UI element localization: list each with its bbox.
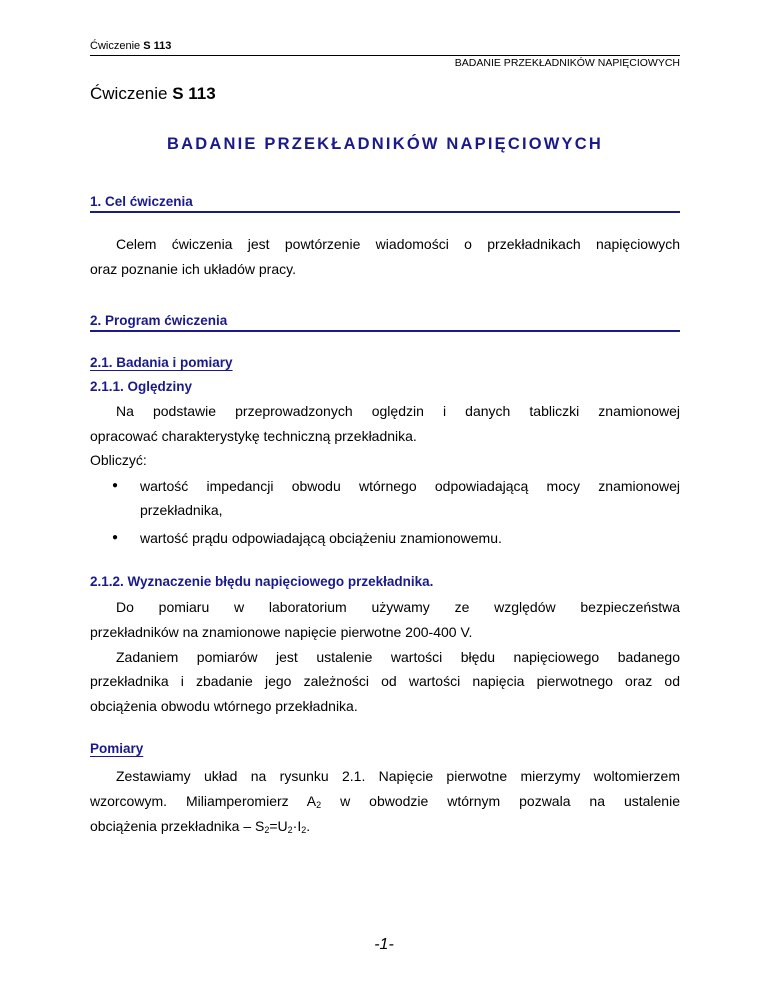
running-header-left: Ćwiczenie S 113: [90, 40, 172, 52]
paragraph-line: obciążenia obwodu wtórnego przekładnika.: [90, 698, 358, 714]
bullet-marker: ●: [112, 532, 119, 543]
paragraph-line: Na podstawie przeprowadzonych oględzin i danych tabliczki znamionowej: [116, 403, 680, 419]
paragraph-line: opracować charakterystykę techniczną przekładnika.: [90, 428, 417, 444]
paragraph-line: Obliczyć:: [90, 452, 147, 468]
subsection-heading-pomiary: Pomiary: [90, 741, 144, 756]
paragraph-line: obciążenia przekładnika – $S_2=U_2\cdot I_2$.: [90, 818, 311, 835]
bullet-marker: ●: [112, 480, 119, 491]
page-number: -1-: [374, 936, 394, 953]
subsection-heading-2-1: 2.1. Badania i pomiary: [90, 355, 233, 370]
main-heading: BADANIE PRZEKŁADNIKÓW NAPIĘCIOWYCH: [167, 135, 603, 153]
paragraph-line: oraz poznanie ich układów pracy.: [90, 261, 296, 277]
paragraph-line: Celem ćwiczenia jest powtórzenie wiadomości o przekładnikach napięciowych: [116, 236, 680, 252]
list-item-line: przekładnika,: [140, 502, 223, 518]
running-header-right: BADANIE PRZEKŁADNIKÓW NAPIĘCIOWYCH: [454, 57, 680, 69]
paragraph-line: przekładników na znamionowe napięcie pierwotne 200-400 V.: [90, 624, 473, 640]
section-heading-2: 2. Program ćwiczenia: [90, 313, 680, 332]
paragraph-line: Zadaniem pomiarów jest ustalenie wartości błędu napięciowego badanego: [116, 649, 680, 665]
subsection-heading-2-1-2: 2.1.2. Wyznaczenie błędu napięciowego przekładnika.: [90, 574, 434, 589]
section-heading-1: 1. Cel ćwiczenia: [90, 194, 680, 213]
subsection-heading-2-1-1: 2.1.1. Oględziny: [90, 379, 193, 394]
paragraph-line: wzorcowym. Miliamperomierz $A_2$ w obwodzie wtórnym pozwala na ustalenie: [90, 793, 680, 810]
paragraph-line: przekładnika i zbadanie jego zależności od wartości napięcia pierwotnego oraz od: [90, 673, 680, 689]
paragraph-line: Zestawiamy układ na rysunku 2.1. Napięcie pierwotne mierzymy woltomierzem: [116, 768, 680, 784]
exercise-title: Ćwiczenie S 113: [90, 84, 216, 103]
list-item-line: wartość prądu odpowiadającą obciążeniu znamionowemu.: [140, 530, 502, 546]
list-item-line: wartość impedancji obwodu wtórnego odpowiadającą mocy znamionowej: [140, 478, 680, 494]
header-rule: [90, 55, 680, 56]
paragraph-line: Do pomiaru w laboratorium używamy ze względów bezpieczeństwa: [116, 599, 680, 615]
